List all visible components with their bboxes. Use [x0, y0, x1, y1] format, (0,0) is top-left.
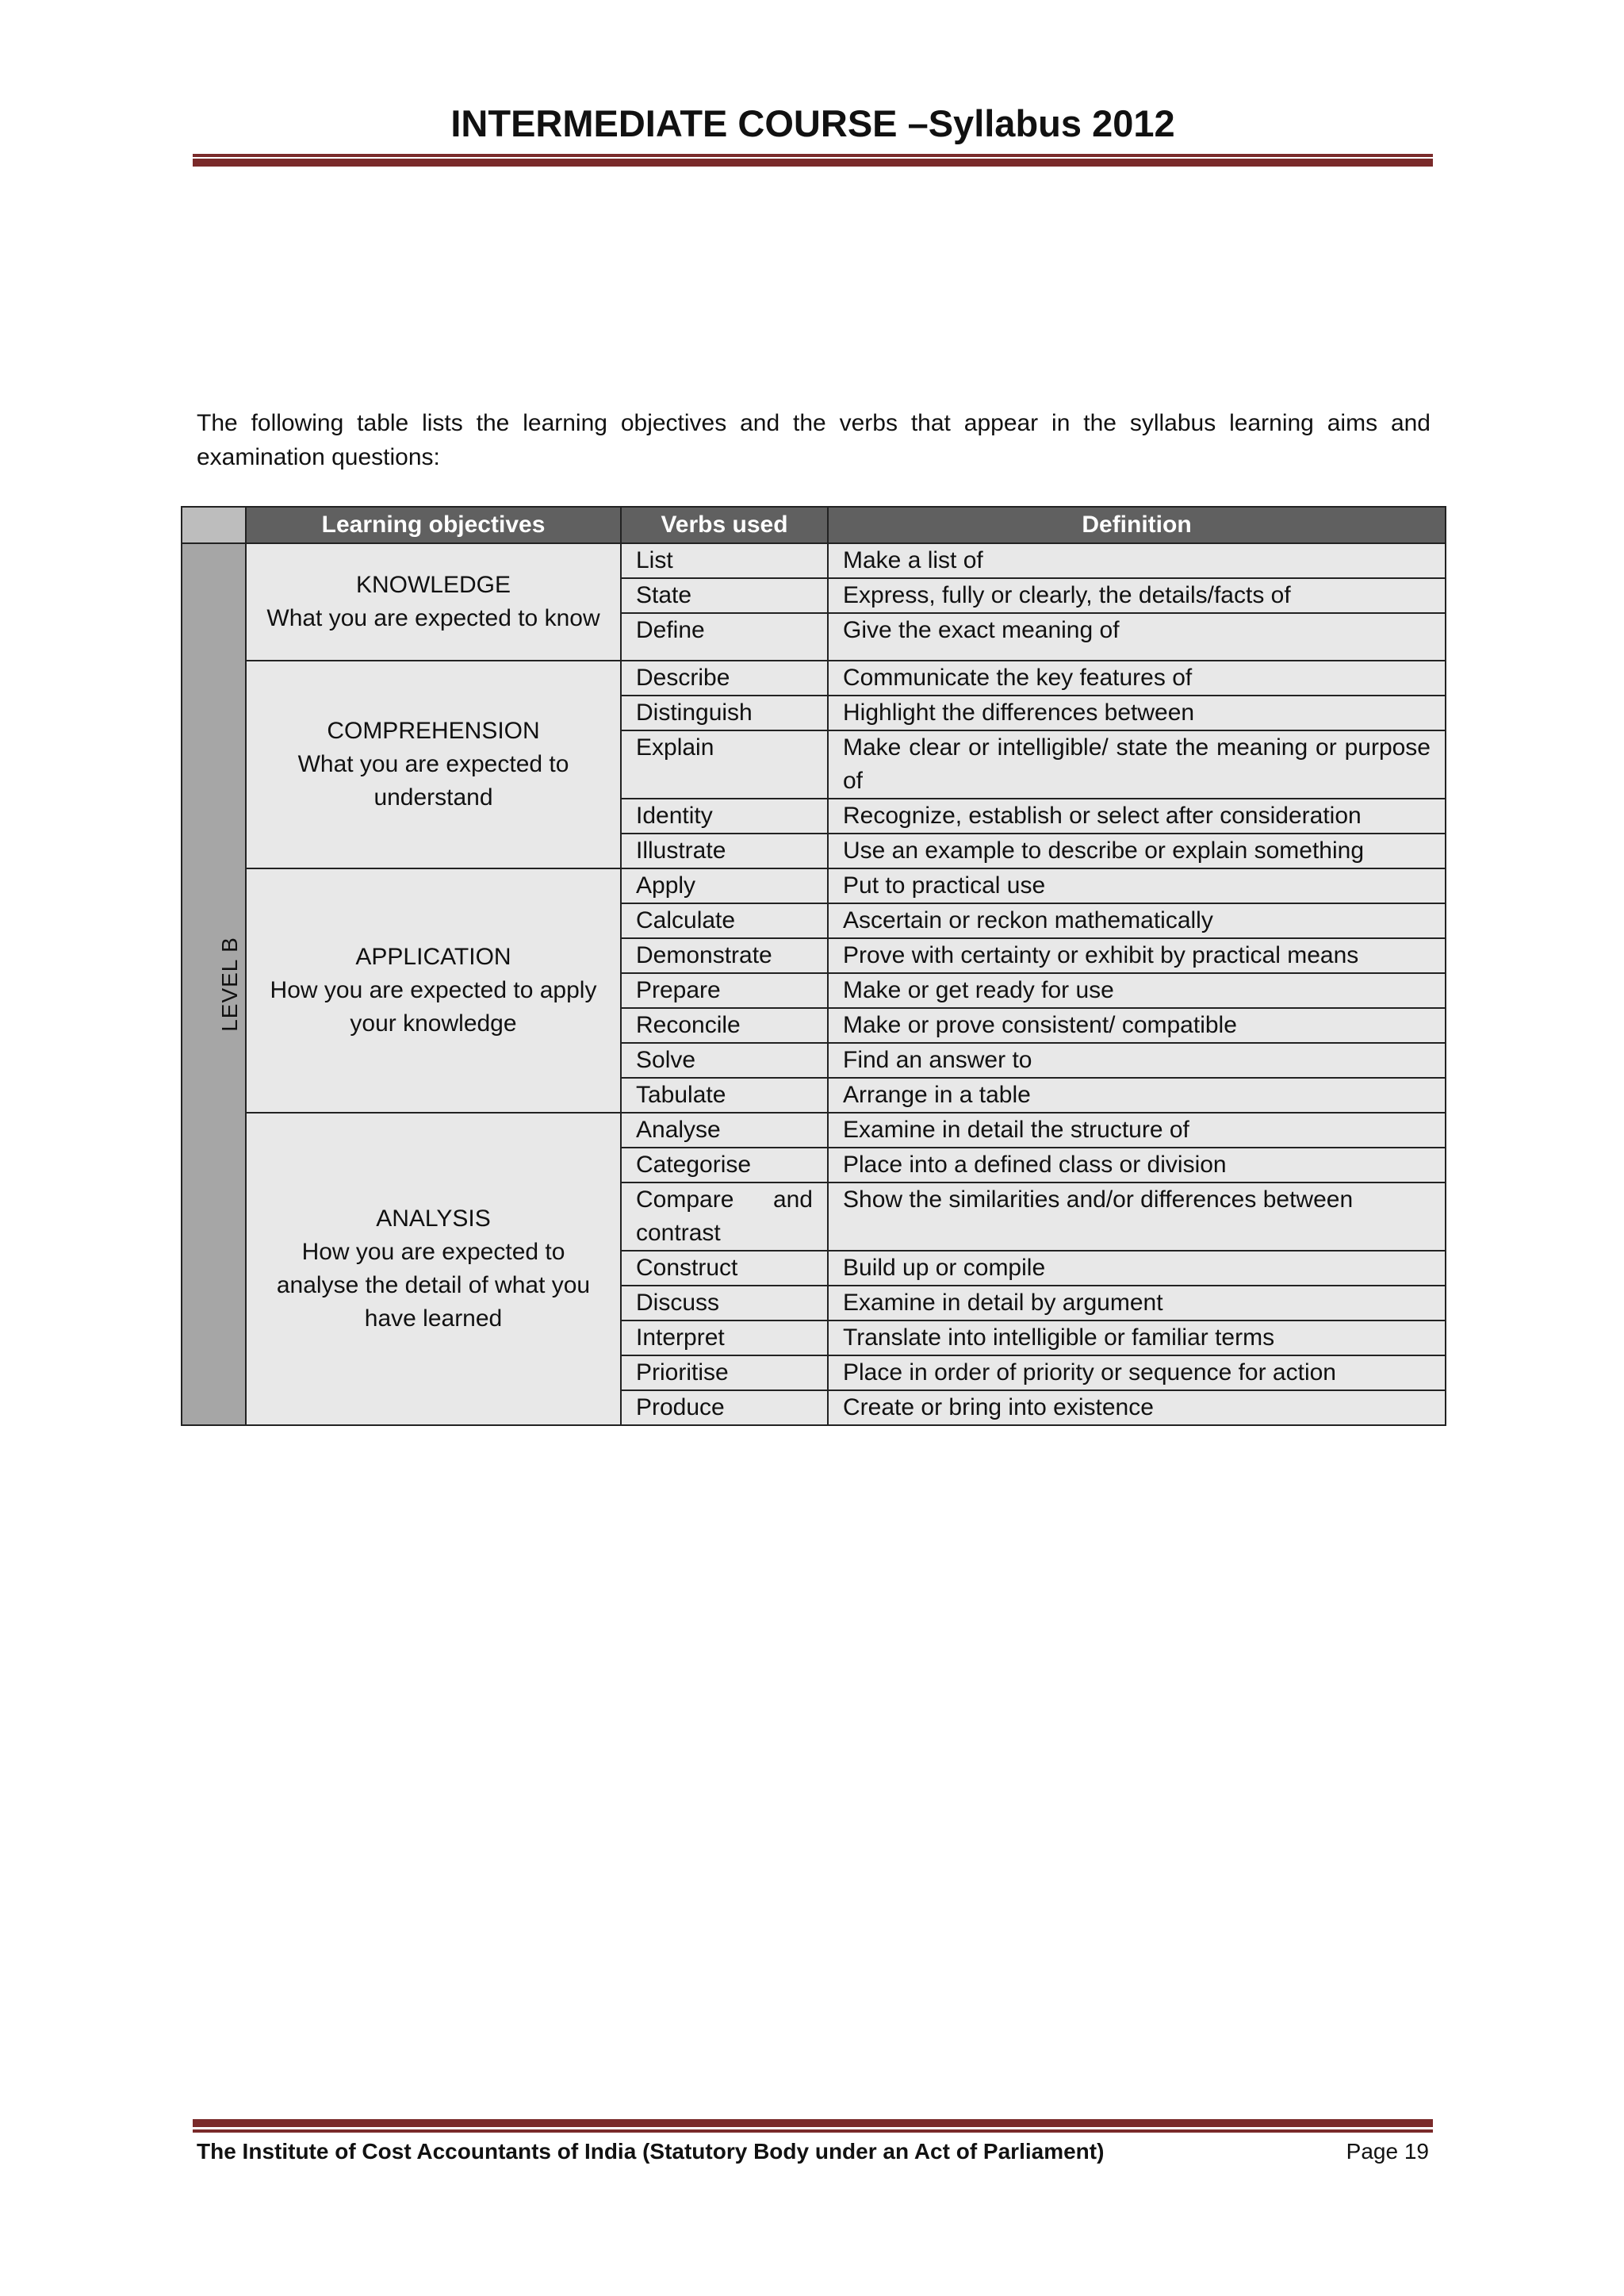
verb-cell: Apply [621, 868, 828, 903]
table-row [182, 543, 1446, 578]
intro-paragraph: The following table lists the learning objectives and the verbs that appear in the syllabus learning aims and examination questions: [197, 410, 1431, 470]
header-rule-thin [193, 154, 1433, 157]
definition-cell: Create or bring into existence [828, 1390, 1446, 1425]
definition-cell: Make or prove consistent/ compatible [828, 1008, 1446, 1043]
verb-cell: Compare and contrast [621, 1182, 828, 1251]
group-desc: What you are expected to understand [297, 751, 569, 811]
definition-cell: Highlight the differences between [828, 696, 1446, 730]
footer-rule-thick [193, 2119, 1433, 2127]
definition-cell: Recognize, establish or select after consideration [828, 799, 1446, 834]
header-learning-objectives: Learning objectives [246, 507, 621, 543]
verb-cell: Discuss [621, 1286, 828, 1320]
header-blank-cell [182, 507, 246, 543]
page-number: Page 19 [1346, 2139, 1429, 2164]
verb-cell: Solve [621, 1043, 828, 1078]
group-desc: What you are expected to know [266, 605, 600, 631]
learning-objectives-table [181, 506, 1446, 1426]
definition-cell: Place in order of priority or sequence for action [828, 1355, 1446, 1390]
definition-cell: Build up or compile [828, 1251, 1446, 1286]
group-name: COMPREHENSION [327, 718, 540, 744]
verb-cell: Demonstrate [621, 938, 828, 973]
definition-cell: Ascertain or reckon mathematically [828, 903, 1446, 938]
header-verbs-used: Verbs used [621, 507, 828, 543]
group-application [246, 868, 621, 1113]
table-row [182, 661, 1446, 696]
verb-cell: State [621, 578, 828, 613]
verb-cell: Illustrate [621, 834, 828, 868]
group-analysis [246, 1113, 621, 1425]
definition-cell: Make clear or intelligible/ state the meaning or purpose of [828, 730, 1446, 799]
verb-cell: Distinguish [621, 696, 828, 730]
definition-cell: Arrange in a table [828, 1078, 1446, 1113]
header-rule-thick [193, 159, 1433, 167]
verb-cell: Construct [621, 1251, 828, 1286]
definition-cell: Express, fully or clearly, the details/facts of [828, 578, 1446, 613]
definition-cell: Show the similarities and/or differences between [828, 1182, 1446, 1251]
definition-cell: Translate into intelligible or familiar terms [828, 1320, 1446, 1355]
definition-cell: Examine in detail the structure of [828, 1113, 1446, 1148]
definition-cell: Place into a defined class or division [828, 1148, 1446, 1182]
group-comprehension [246, 661, 621, 868]
group-desc: How you are expected to analyse the detail of what you have learned [276, 1239, 591, 1332]
verb-cell: Define [621, 613, 828, 661]
group-name: APPLICATION [355, 944, 511, 970]
verb-cell: Prioritise [621, 1355, 828, 1390]
table-row [182, 868, 1446, 903]
verb-cell: Calculate [621, 903, 828, 938]
definition-cell: Put to practical use [828, 868, 1446, 903]
verb-cell: Tabulate [621, 1078, 828, 1113]
verb-cell: List [621, 543, 828, 578]
definition-cell: Prove with certainty or exhibit by practical means [828, 938, 1446, 973]
table-header-row [182, 507, 1446, 543]
page-title: INTERMEDIATE COURSE –Syllabus 2012 [450, 102, 1175, 144]
footer-institute: The Institute of Cost Accountants of India (Statutory Body under an Act of Parliament) [197, 2139, 1105, 2164]
verb-cell: Describe [621, 661, 828, 696]
verb-cell: Identity [621, 799, 828, 834]
definition-cell: Make or get ready for use [828, 973, 1446, 1008]
group-knowledge [246, 543, 621, 661]
verb-cell: Categorise [621, 1148, 828, 1182]
definition-cell: Give the exact meaning of [828, 613, 1446, 661]
level-label: LEVEL B [216, 937, 242, 1032]
definition-cell: Make a list of [828, 543, 1446, 578]
definition-cell: Use an example to describe or explain something [828, 834, 1446, 868]
verb-cell: Prepare [621, 973, 828, 1008]
verb-cell: Interpret [621, 1320, 828, 1355]
definition-cell: Examine in detail by argument [828, 1286, 1446, 1320]
header-definition: Definition [828, 507, 1446, 543]
verb-cell: Produce [621, 1390, 828, 1425]
verb-cell: Explain [621, 730, 828, 799]
group-name: KNOWLEDGE [355, 572, 511, 598]
group-desc: How you are expected to apply your knowledge [270, 977, 597, 1037]
group-name: ANALYSIS [376, 1205, 491, 1232]
definition-cell: Communicate the key features of [828, 661, 1446, 696]
footer-rule-thin [193, 2129, 1433, 2133]
table-row [182, 1113, 1446, 1148]
verb-cell: Reconcile [621, 1008, 828, 1043]
verb-cell: Analyse [621, 1113, 828, 1148]
level-label-cell [182, 543, 246, 1425]
definition-cell: Find an answer to [828, 1043, 1446, 1078]
